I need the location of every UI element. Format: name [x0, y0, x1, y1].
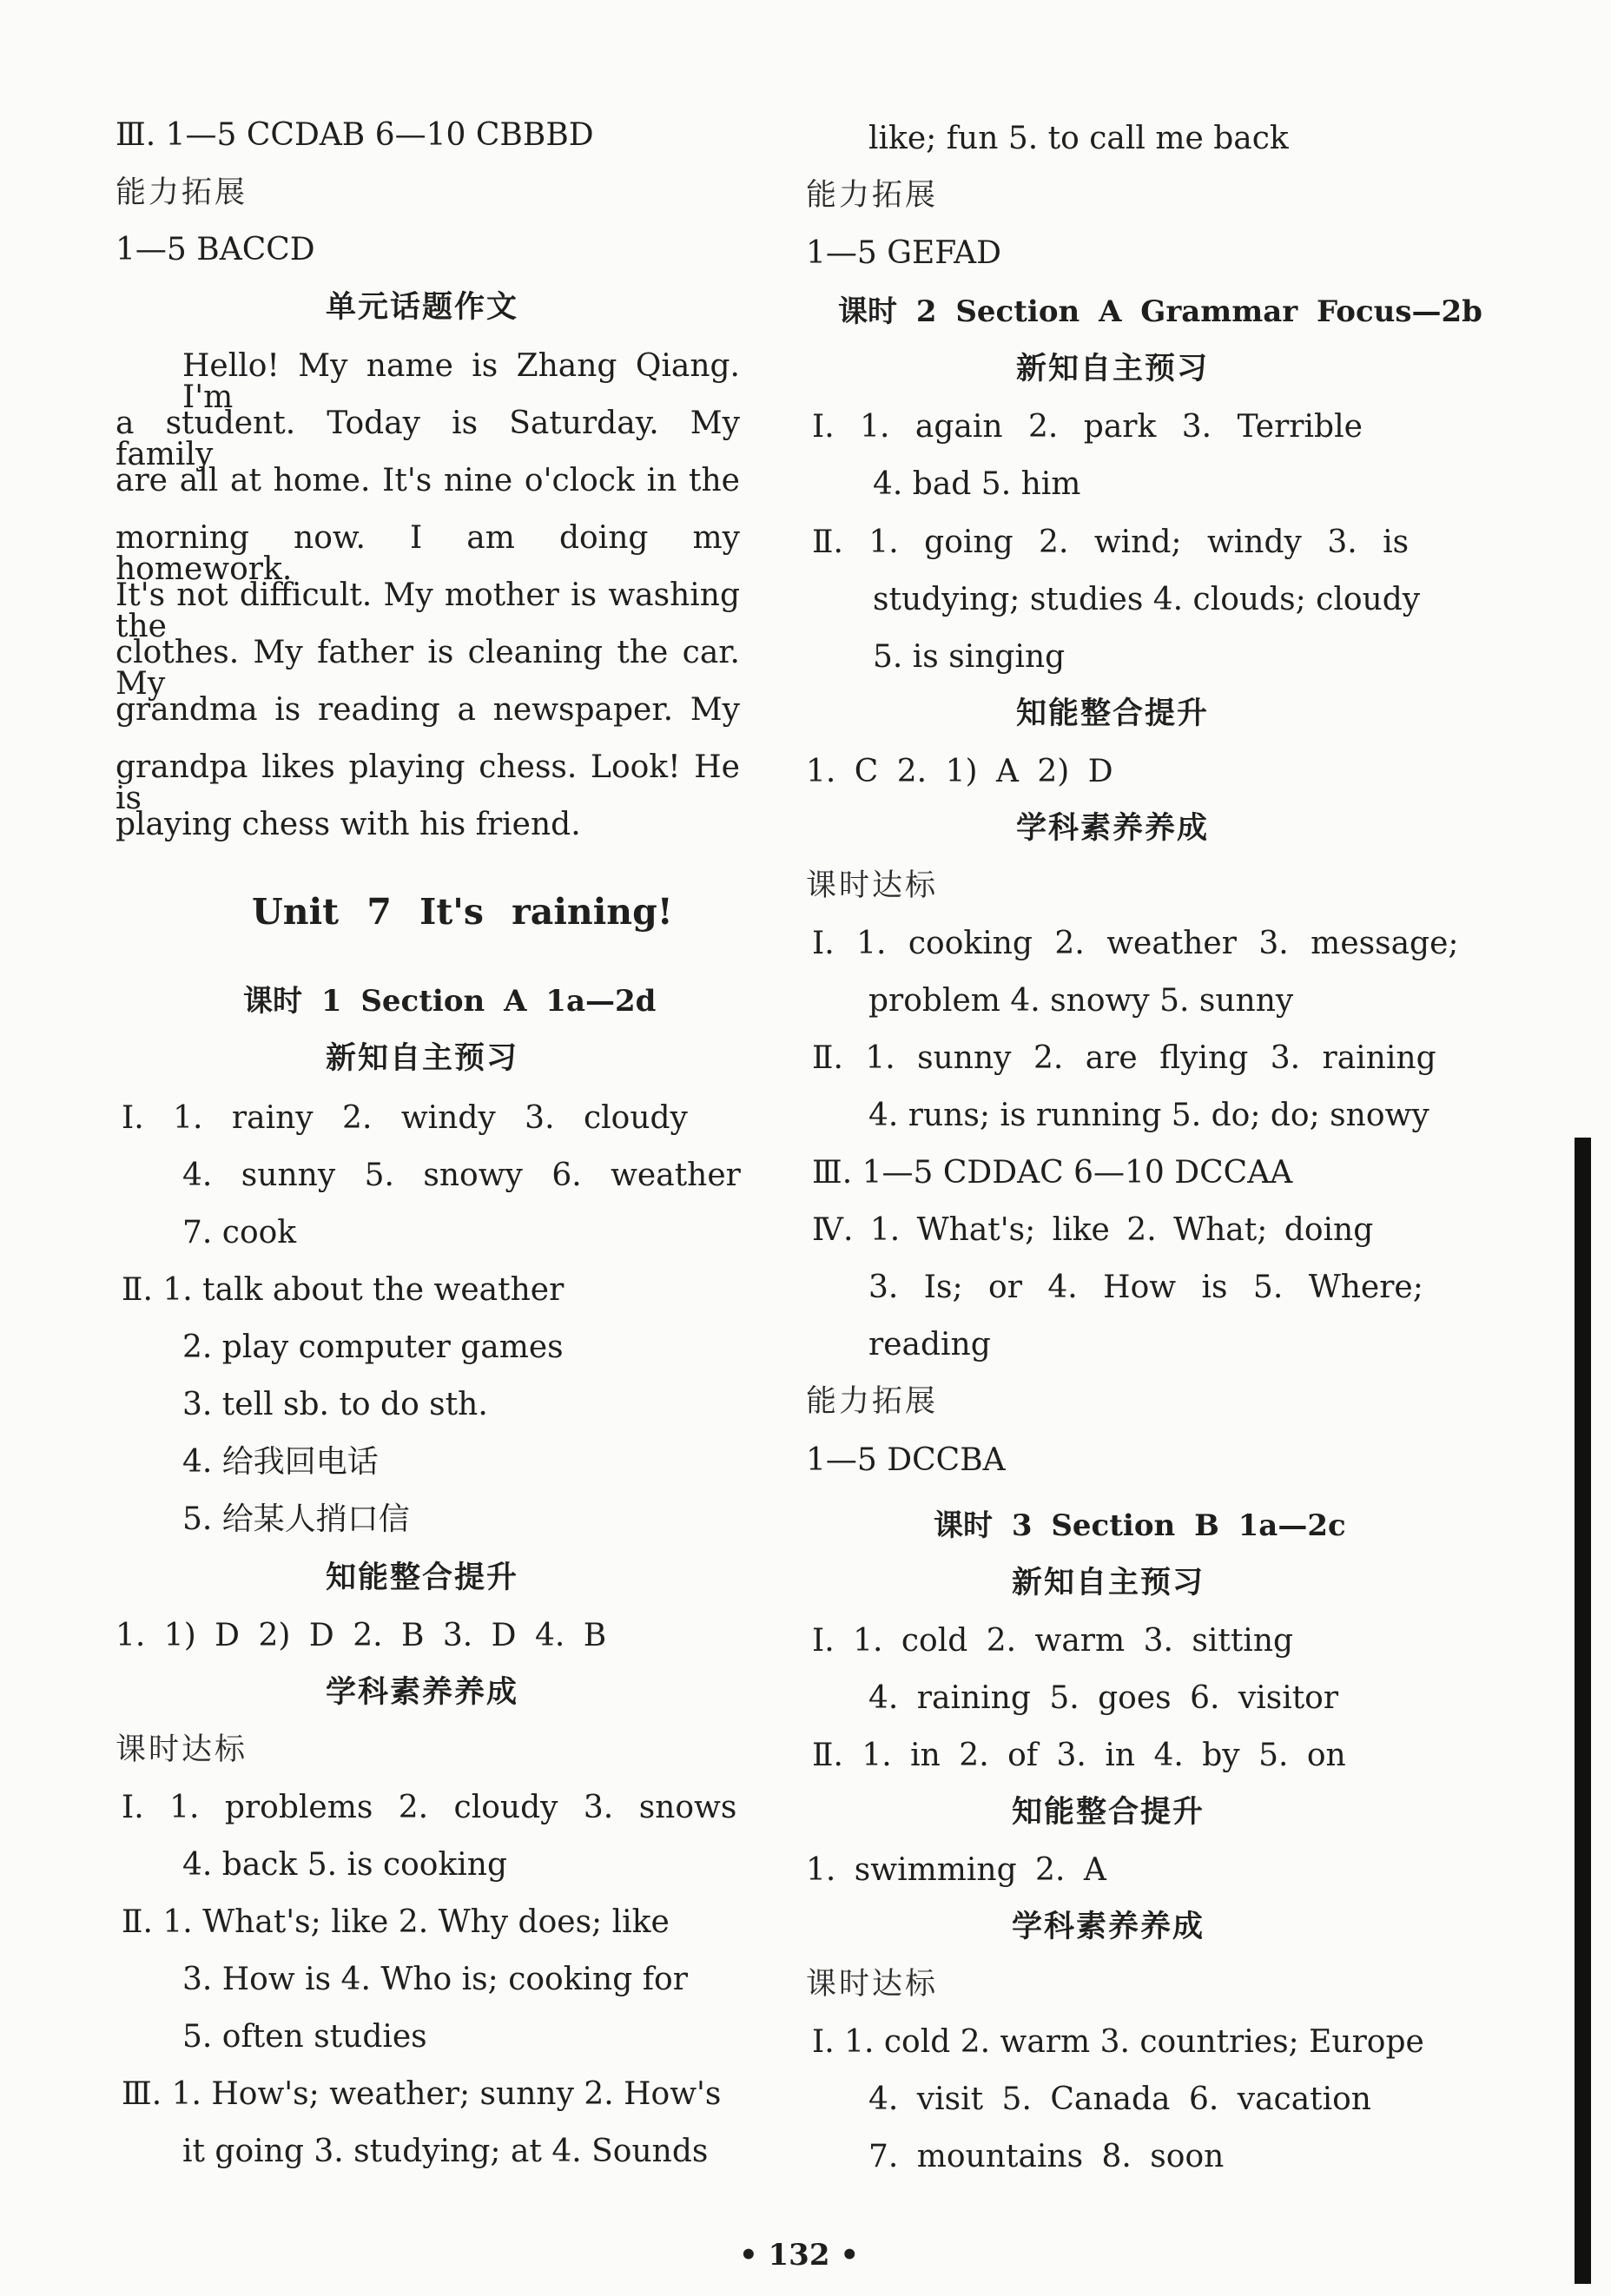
section-label: 能力拓展: [806, 1384, 939, 1419]
essay-line: Hello! My name is Zhang Qiang. I'm: [182, 348, 740, 415]
subsection-heading: 知能整合提升: [1016, 696, 1210, 731]
lesson-heading: 课时 1 Section A 1a—2d: [243, 984, 657, 1019]
exercise-answer-line: problem 4. snowy 5. sunny: [868, 983, 1294, 1019]
exercise-answer-line: 1. swimming 2. A: [806, 1852, 1106, 1888]
section-label: 课时达标: [116, 1732, 248, 1767]
lesson-heading: 课时 2 Section A Grammar Focus—2b: [838, 294, 1482, 329]
essay-heading: 单元话题作文: [326, 290, 519, 325]
exercise-answer-line: Ⅲ. 1—5 CDDAC 6—10 DCCAA: [812, 1155, 1293, 1191]
exercise-answer-line: Ⅰ. 1. rainy 2. windy 3. cloudy: [122, 1100, 688, 1136]
page-edge-shadow: [1575, 1138, 1591, 2284]
exercise-answer-line: reading: [868, 1327, 991, 1362]
essay-line: grandma is reading a newspaper. My: [116, 692, 740, 728]
section-label: 能力拓展: [116, 175, 248, 210]
exercise-answer-line: Ⅱ. 1. in 2. of 3. in 4. by 5. on: [812, 1738, 1346, 1773]
exercise-answer-line: 3. How is 4. Who is; cooking for: [182, 1962, 688, 1997]
exercise-answer-line: 3. Is; or 4. How is 5. Where;: [868, 1270, 1423, 1305]
subsection-heading: 知能整合提升: [1012, 1795, 1205, 1830]
unit-title: Unit 7 It's raining!: [252, 891, 673, 933]
exercise-answer-line: Ⅱ. 1. going 2. wind; windy 3. is: [812, 525, 1410, 560]
exercise-answer-line: it going 3. studying; at 4. Sounds: [182, 2134, 709, 2169]
exercise-answer-line: 5. is singing: [873, 639, 1066, 675]
exercise-answer-line: Ⅲ. 1. How's; weather; sunny 2. How's: [122, 2076, 722, 2112]
exercise-answer-line: 1. 1) D 2) D 2. B 3. D 4. B: [116, 1618, 607, 1653]
exercise-answer-line: 1—5 BACCD: [116, 232, 315, 267]
exercise-answer-line: 4. raining 5. goes 6. visitor: [868, 1680, 1339, 1716]
exercise-answer-line: 2. play computer games: [182, 1329, 564, 1365]
subsection-heading: 新知自主预习: [1016, 352, 1210, 386]
exercise-answer-line: Ⅰ. 1. again 2. park 3. Terrible: [812, 409, 1363, 445]
essay-line: grandpa likes playing chess. Look! He is: [116, 749, 740, 816]
exercise-answer-line: Ⅱ. 1. What's; like 2. Why does; like: [122, 1904, 670, 1940]
exercise-answer-line: 1—5 GEFAD: [806, 235, 1001, 271]
exercise-answer-line: 1. C 2. 1) A 2) D: [806, 754, 1113, 789]
exercise-answer-line: Ⅰ. 1. cooking 2. weather 3. message;: [812, 926, 1459, 961]
subsection-heading: 学科素养养成: [1016, 811, 1210, 846]
subsection-heading: 新知自主预习: [326, 1041, 519, 1076]
exercise-answer-line: 4. visit 5. Canada 6. vacation: [868, 2082, 1371, 2117]
exercise-answer-line: 4. sunny 5. snowy 6. weather: [182, 1158, 741, 1193]
section-label: 课时达标: [806, 1967, 939, 2002]
subsection-heading: 新知自主预习: [1012, 1566, 1205, 1600]
exercise-answer-line: studying; studies 4. clouds; cloudy: [873, 582, 1421, 617]
exercise-answer-line: Ⅰ. 1. cold 2. warm 3. sitting: [812, 1623, 1294, 1659]
exercise-answer-line: 4. bad 5. him: [873, 466, 1081, 502]
exercise-answer-line: Ⅰ. 1. cold 2. warm 3. countries; Europe: [812, 2024, 1424, 2060]
lesson-heading: 课时 3 Section B 1a—2c: [934, 1508, 1346, 1543]
exercise-answer-line: Ⅳ. 1. What's; like 2. What; doing: [812, 1212, 1374, 1248]
essay-line: a student. Today is Saturday. My family: [116, 406, 740, 472]
essay-line: playing chess with his friend.: [116, 807, 581, 842]
subsection-heading: 学科素养养成: [1012, 1910, 1205, 1944]
exercise-answer-line: like; fun 5. to call me back: [868, 121, 1289, 156]
exercise-answer-line: 4. back 5. is cooking: [182, 1847, 508, 1883]
exercise-answer-line: Ⅱ. 1. talk about the weather: [122, 1272, 565, 1308]
exercise-answer-line: 5. often studies: [182, 2019, 427, 2055]
page-number: • 132 •: [738, 2238, 860, 2273]
exercise-answer-line: 4. runs; is running 5. do; do; snowy: [868, 1098, 1429, 1133]
exercise-answer-line: 5. 给某人捎口信: [182, 1501, 410, 1537]
essay-line: clothes. My father is cleaning the car. My: [116, 635, 740, 702]
exercise-answer-line: Ⅱ. 1. sunny 2. are flying 3. raining: [812, 1040, 1436, 1076]
subsection-heading: 学科素养养成: [326, 1675, 519, 1710]
exercise-answer-line: 3. tell sb. to do sth.: [182, 1387, 488, 1422]
essay-line: are all at home. It's nine o'clock in the: [116, 463, 740, 498]
essay-line: It's not difficult. My mother is washing the: [116, 577, 740, 644]
exercise-answer-line: 1—5 DCCBA: [806, 1442, 1006, 1478]
exercise-answer-line: 4. 给我回电话: [182, 1444, 379, 1480]
exercise-answer-line: Ⅰ. 1. problems 2. cloudy 3. snows: [122, 1790, 737, 1825]
essay-line: morning now. I am doing my homework.: [116, 520, 740, 587]
exercise-answer-line: 7. cook: [182, 1215, 297, 1250]
subsection-heading: 知能整合提升: [326, 1560, 519, 1595]
exercise-answer-line: Ⅲ. 1—5 CCDAB 6—10 CBBBD: [116, 117, 594, 153]
exercise-answer-line: 7. mountains 8. soon: [868, 2139, 1225, 2174]
section-label: 能力拓展: [806, 178, 939, 213]
section-label: 课时达标: [806, 868, 939, 903]
